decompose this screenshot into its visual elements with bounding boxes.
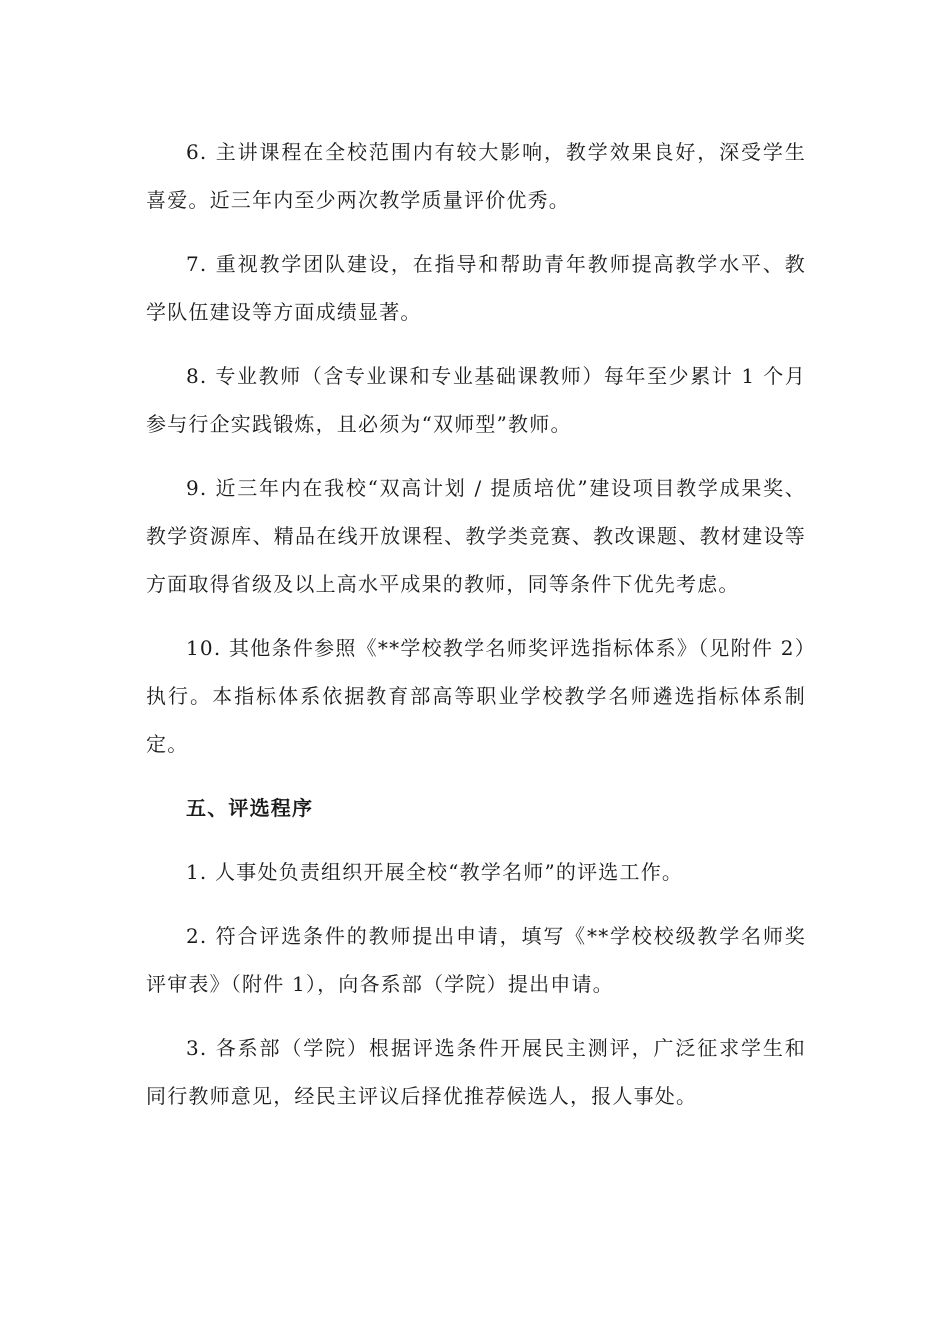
section-heading: 五、评选程序 (186, 796, 314, 820)
procedure-3-paragraph: 3. 各系部（学院）根据评选条件开展民主测评，广泛征求学生和同行教师意见，经民主评议后择优推荐候选人，报人事处。 (146, 1036, 806, 1108)
procedure-2-paragraph: 2. 符合评选条件的教师提出申请，填写《**学校校级教学名师奖评审表》（附件 1），向各系部（学院）提出申请。 (146, 924, 806, 996)
criterion-6-paragraph: 6. 主讲课程在全校范围内有较大影响，教学效果良好，深受学生喜爱。近三年内至少两次教学质量评价优秀。 (146, 140, 806, 212)
criterion-7-paragraph: 7. 重视教学团队建设，在指导和帮助青年教师提高教学水平、教学队伍建设等方面成绩显著。 (146, 252, 806, 324)
criterion-8-paragraph: 8. 专业教师（含专业课和专业基础课教师）每年至少累计 1 个月参与行企实践锻炼，且必须为“双师型”教师。 (146, 364, 806, 436)
document-body (146, 128, 806, 1136)
criterion-10-paragraph: 10. 其他条件参照《**学校教学名师奖评选指标体系》（见附件 2）执行。本指标体系依据教育部高等职业学校教学名师遴选指标体系制定。 (146, 636, 806, 756)
criterion-9-paragraph: 9. 近三年内在我校“双高计划 / 提质培优”建设项目教学成果奖、教学资源库、精品在线开放课程、教学类竞赛、教改课题、教材建设等方面取得省级及以上高水平成果的教师，同等条件下优先考虑。 (146, 476, 806, 596)
procedure-1-paragraph: 1. 人事处负责组织开展全校“教学名师”的评选工作。 (186, 860, 684, 884)
